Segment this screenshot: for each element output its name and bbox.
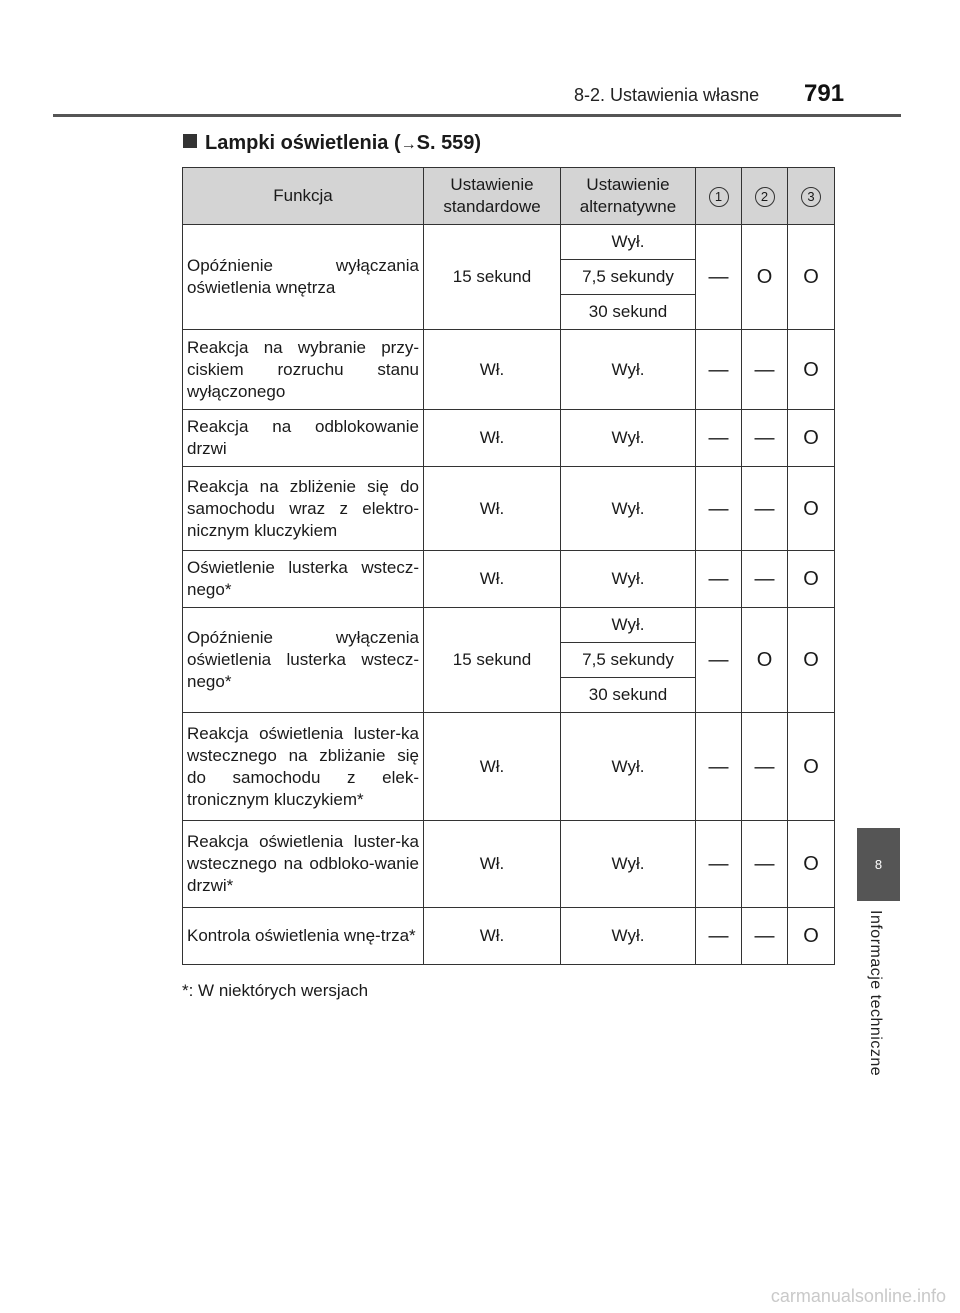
mark-cell-3: O	[788, 330, 835, 410]
mark-cell-2: —	[742, 467, 788, 551]
default-cell: Wł.	[424, 551, 561, 608]
alternative-cell: 7,5 sekundy	[561, 260, 696, 295]
function-cell: Reakcja oświetlenia luster-ka wstecznego na zbliżanie się do samochodu z elek-tronicznym kluczykiem*	[183, 713, 424, 821]
alternative-cell: Wył.	[561, 608, 696, 643]
mark-cell-2: —	[742, 713, 788, 821]
mark-cell-3: O	[788, 713, 835, 821]
header-default-setting: Ustawienie standardowe	[424, 168, 561, 225]
function-cell: Oświetlenie lusterka wstecz-nego*	[183, 551, 424, 608]
header-title: 8-2. Ustawienia własne	[574, 85, 760, 105]
alternative-cell: 30 sekund	[561, 678, 696, 713]
alternative-cell: Wył.	[561, 410, 696, 467]
mark-cell-1: —	[696, 713, 742, 821]
table-row	[183, 713, 835, 821]
header-alternative-setting: Ustawienie alternatywne	[561, 168, 696, 225]
settings-table	[182, 167, 835, 965]
default-cell: Wł.	[424, 410, 561, 467]
mark-cell-1: —	[696, 467, 742, 551]
table-row	[183, 821, 835, 908]
header-divider	[53, 114, 901, 117]
section-title: Lampki oświetlenia (	[205, 132, 401, 154]
mark-cell-2: —	[742, 908, 788, 965]
mark-cell-2: —	[742, 410, 788, 467]
circled-number-1: 1	[709, 187, 729, 207]
header-function: Funkcja	[183, 168, 424, 225]
table-header-row	[183, 168, 835, 225]
page-number: 791	[804, 80, 845, 107]
circled-number-2: 2	[755, 187, 775, 207]
table-row	[183, 225, 835, 260]
mark-cell-1: —	[696, 908, 742, 965]
section-heading	[183, 132, 481, 155]
mark-cell-1: —	[696, 410, 742, 467]
default-cell: Wł.	[424, 908, 561, 965]
mark-cell-3: O	[788, 908, 835, 965]
header-circle-2	[742, 168, 788, 225]
default-cell: Wł.	[424, 821, 561, 908]
chapter-label: Informacje techniczne	[867, 910, 884, 1077]
mark-cell-1: —	[696, 608, 742, 713]
table-row	[183, 330, 835, 410]
alternative-cell: Wył.	[561, 821, 696, 908]
default-cell: 15 sekund	[424, 608, 561, 713]
circled-number-3: 3	[801, 187, 821, 207]
alternative-cell: Wył.	[561, 908, 696, 965]
default-cell: Wł.	[424, 713, 561, 821]
default-cell: 15 sekund	[424, 225, 561, 330]
function-cell: Opóźnienie wyłączania oświetlenia wnętrza	[183, 225, 424, 330]
arrow-icon: →	[400, 136, 417, 153]
alternative-cell: Wył.	[561, 225, 696, 260]
default-cell: Wł.	[424, 467, 561, 551]
mark-cell-3: O	[788, 225, 835, 330]
alternative-cell: Wył.	[561, 467, 696, 551]
table-row	[183, 908, 835, 965]
alternative-cell: 7,5 sekundy	[561, 643, 696, 678]
alternative-cell: Wył.	[561, 713, 696, 821]
mark-cell-2: —	[742, 330, 788, 410]
table-row	[183, 410, 835, 467]
mark-cell-1: —	[696, 330, 742, 410]
mark-cell-2: —	[742, 821, 788, 908]
function-cell: Reakcja na wybranie przy-ciskiem rozruchu stanu wyłączonego	[183, 330, 424, 410]
mark-cell-3: O	[788, 410, 835, 467]
default-cell: Wł.	[424, 330, 561, 410]
alternative-cell: Wył.	[561, 551, 696, 608]
table-row	[183, 608, 835, 643]
square-bullet-icon	[183, 134, 197, 148]
mark-cell-2: O	[742, 608, 788, 713]
mark-cell-3: O	[788, 551, 835, 608]
mark-cell-3: O	[788, 608, 835, 713]
function-cell: Opóźnienie wyłączenia oświetlenia lusterka wstecz-nego*	[183, 608, 424, 713]
mark-cell-3: O	[788, 467, 835, 551]
mark-cell-1: —	[696, 551, 742, 608]
table-row	[183, 467, 835, 551]
watermark: carmanualsonline.info	[770, 1286, 946, 1306]
function-cell: Reakcja oświetlenia luster-ka wstecznego na odbloko-wanie drzwi*	[183, 821, 424, 908]
alternative-cell: 30 sekund	[561, 295, 696, 330]
mark-cell-2: O	[742, 225, 788, 330]
alternative-cell: Wył.	[561, 330, 696, 410]
mark-cell-1: —	[696, 225, 742, 330]
mark-cell-1: —	[696, 821, 742, 908]
table-row	[183, 551, 835, 608]
footnote: *: W niektórych wersjach	[182, 981, 369, 1000]
header-circle-1	[696, 168, 742, 225]
mark-cell-3: O	[788, 821, 835, 908]
function-cell: Reakcja na odblokowanie drzwi	[183, 410, 424, 467]
mark-cell-2: —	[742, 551, 788, 608]
function-cell: Reakcja na zbliżenie się do samochodu wraz z elektro-nicznym kluczykiem	[183, 467, 424, 551]
header-circle-3	[788, 168, 835, 225]
chapter-tab: 8	[857, 828, 900, 901]
page-reference: S. 559)	[416, 132, 482, 154]
function-cell: Kontrola oświetlenia wnę-trza*	[183, 908, 424, 965]
